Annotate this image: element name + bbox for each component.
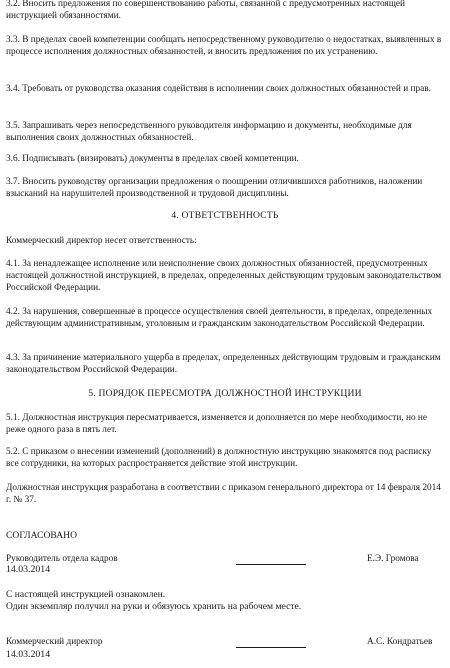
- hr-name: Е.Э. Громова: [367, 554, 419, 564]
- signer-title: Коммерческий директор: [6, 637, 103, 647]
- signer-date: 14.03.2014: [6, 649, 51, 660]
- section-heading-revision: 5. ПОРЯДОК ПЕРЕСМОТРА ДОЛЖНОСТНОЙ ИНСТРУКЦИИ: [88, 388, 362, 399]
- basis-paragraph: Должностная инструкция разработана в соответствии с приказом генерального директора от 14 февраля 2014 г. № 37.: [6, 483, 441, 505]
- paragraph-4-1: 4.1. За ненадлежащее исполнение или неисполнение своих должностных обязанностей, предусмотренных настоящей должностной инструкцией, в пределах, определенных действующим трудовым законодательством Российской Федерации.: [6, 259, 442, 293]
- paragraph-4-2: 4.2. За нарушения, совершенные в процессе осуществления своей деятельности, в пределах, определенных действующим административным, уголовным и гражданским законодательством Российской Федерации.: [6, 307, 433, 329]
- hr-date: 14.03.2014: [6, 564, 51, 575]
- paragraph-3-4: 3.4. Требовать от руководства оказания содействия в исполнении своих должностных обязанностей и прав.: [6, 84, 431, 94]
- hr-signature-line: [236, 564, 306, 565]
- signer-signature-line: [236, 647, 306, 648]
- responsibility-intro: Коммерческий директор несет ответственность:: [6, 236, 197, 246]
- paragraph-3-2: 3.2. Вносить предложения по совершенствованию работы, связанной с предусмотренных настоящей инструкцией обязанностями.: [6, 0, 405, 21]
- approval-label: СОГЛАСОВАНО: [6, 530, 78, 541]
- paragraph-3-3: 3.3. В пределах своей компетенции сообщать непосредственному руководителю о недостатках, выявленных в процессе исполнения должностных обязанностей, и вносить предложения по их устранению.: [6, 35, 442, 57]
- acknowledgement-line-2: Один экземпляр получил на руки и обязуюсь хранить на рабочем месте.: [6, 601, 302, 612]
- paragraph-3-6: 3.6. Подписывать (визировать) документы в пределах своей компетенции.: [6, 154, 299, 164]
- signer-name: А.С. Кондратьев: [367, 637, 433, 647]
- hr-signature-row: [6, 553, 444, 565]
- acknowledgement-line-1: С настоящей инструкцией ознакомлен.: [6, 589, 166, 600]
- paragraph-3-7: 3.7. Вносить руководству организации предложения о поощрении отличившихся работников, наложении взысканий на нарушителей производственной и трудовой дисциплины.: [6, 177, 423, 199]
- paragraph-5-1: 5.1. Должностная инструкция пересматривается, изменяется и дополняется по мере необходимости, но не реже одного раза в пять лет.: [6, 413, 428, 435]
- document-page: [6, 0, 444, 668]
- paragraph-4-3: 4.3. За причинение материального ущерба в пределах, определенных действующим трудовым и гражданским законодательством Российской Федерации.: [6, 353, 441, 375]
- section-heading-responsibility: 4. ОТВЕТСТВЕННОСТЬ: [171, 210, 279, 221]
- hr-title: Руководитель отдела кадров: [6, 554, 118, 564]
- paragraph-5-2: 5.2. С приказом о внесении изменений (дополнений) в должностную инструкцию знакомятся под расписку все сотрудники, на которых распространяется действие этой инструкции.: [6, 447, 432, 469]
- paragraph-3-5: 3.5. Запрашивать через непосредственного руководителя информацию и документы, необходимые для выполнения своих должностных обязанностей.: [6, 121, 412, 143]
- signer-signature-row: [6, 636, 444, 648]
